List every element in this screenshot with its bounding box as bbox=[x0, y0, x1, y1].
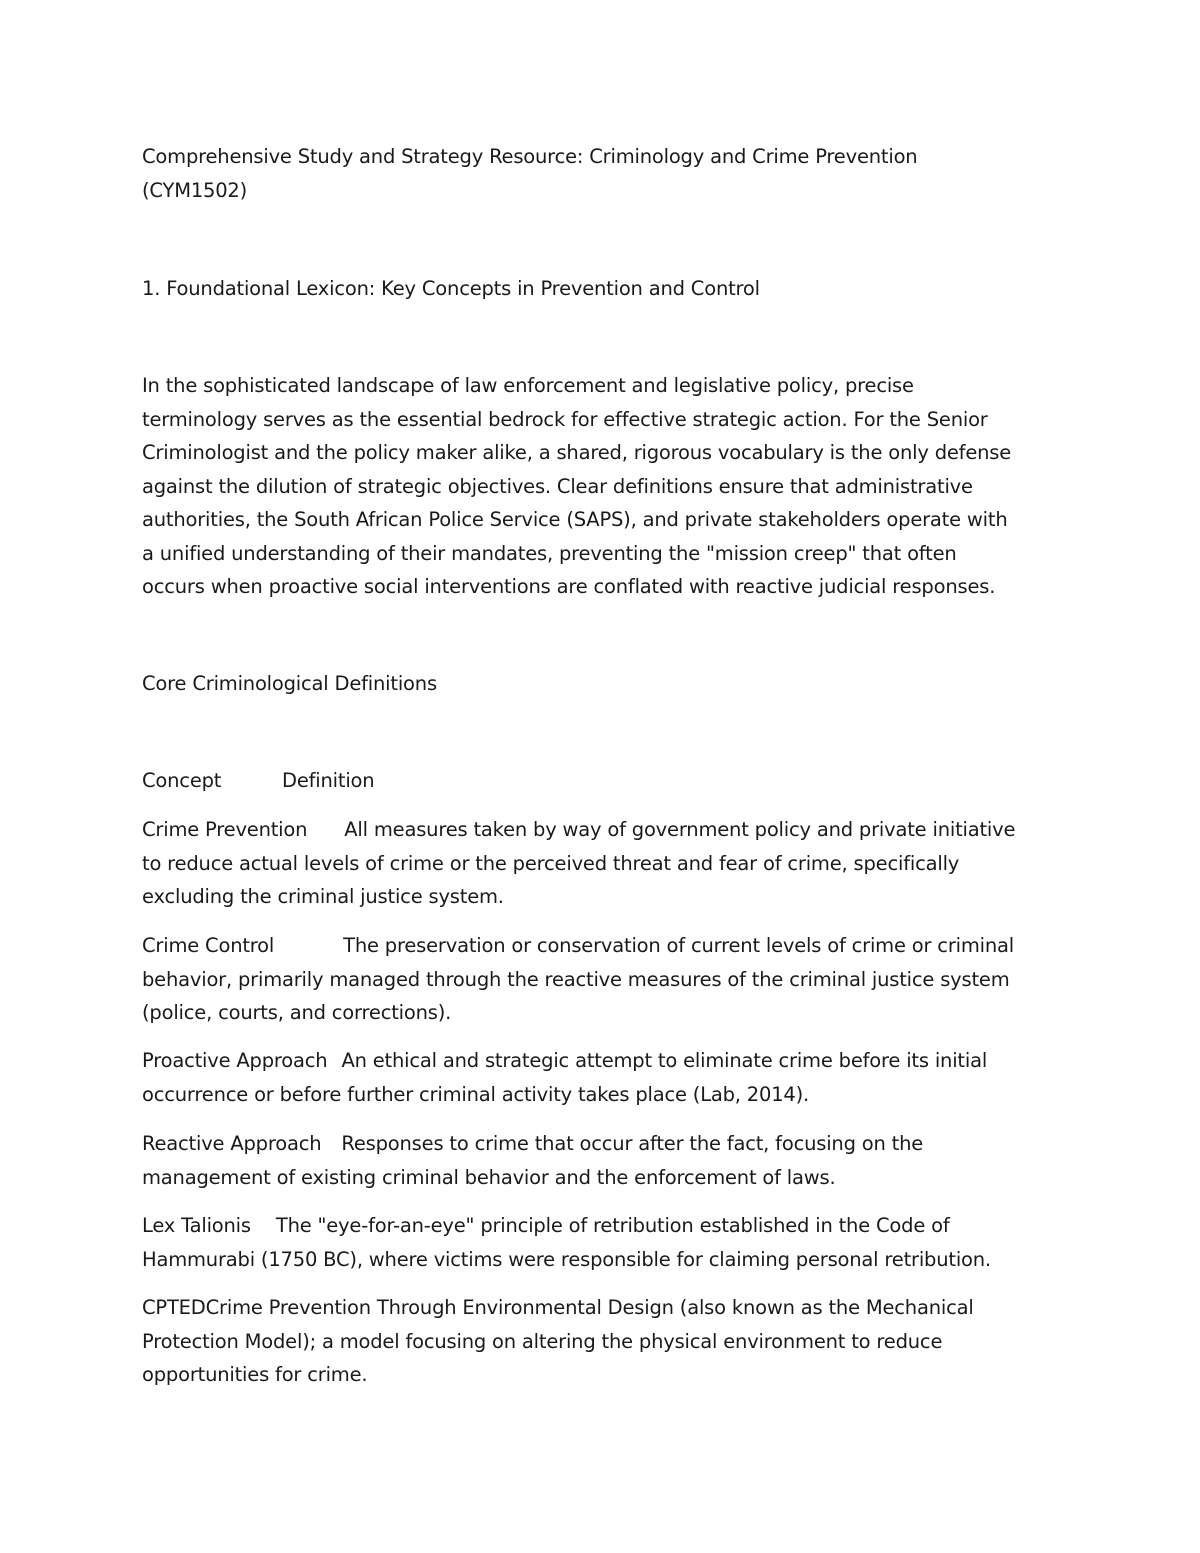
title-line-2: (CYM1502) bbox=[142, 178, 248, 202]
term-definition-line: An ethical and strategic attempt to eliminate crime before its initial bbox=[341, 1049, 988, 1072]
term-concept: Reactive Approach bbox=[142, 1132, 322, 1155]
term-concept: CPTED bbox=[142, 1296, 206, 1319]
header-definition: Definition bbox=[282, 769, 375, 792]
intro-line: against the dilution of strategic objectives. Clear definitions ensure that administrative bbox=[142, 474, 973, 498]
term-concept: Lex Talionis bbox=[142, 1214, 251, 1237]
term-definition-line: (police, courts, and corrections). bbox=[142, 1001, 452, 1024]
term-definition-line: management of existing criminal behavior and the enforcement of laws. bbox=[142, 1165, 836, 1189]
term-definition-line: Protection Model); a model focusing on altering the physical environment to reduce bbox=[142, 1329, 943, 1353]
section-heading-text: 1. Foundational Lexicon: Key Concepts in Prevention and Control bbox=[142, 277, 760, 300]
term-definition-line: Responses to crime that occur after the fact, focusing on the bbox=[341, 1132, 924, 1155]
term-entry bbox=[142, 1127, 1067, 1194]
header-concept: Concept bbox=[142, 769, 222, 792]
term-definition-line: occurrence or before further criminal activity takes place (Lab, 2014). bbox=[142, 1082, 810, 1106]
document-title bbox=[142, 140, 1067, 207]
term-entry bbox=[142, 1044, 1067, 1111]
term-definition-line: Crime Prevention Through Environmental Design (also known as the Mechanical bbox=[205, 1296, 974, 1319]
intro-line: authorities, the South African Police Service (SAPS), and private stakeholders operate with bbox=[142, 508, 1008, 531]
intro-line: terminology serves as the essential bedrock for effective strategic action. For the Senior bbox=[142, 407, 988, 431]
term-entry bbox=[142, 1291, 1067, 1392]
intro-line: a unified understanding of their mandates, preventing the "mission creep" that often bbox=[142, 541, 957, 565]
term-definition-line: The "eye-for-an-eye" principle of retribution established in the Code of bbox=[275, 1214, 950, 1237]
term-entry bbox=[142, 929, 1067, 1030]
term-concept: Crime Control bbox=[142, 934, 275, 957]
term-definition-line: Hammurabi (1750 BC), where victims were responsible for claiming personal retribution. bbox=[142, 1247, 991, 1271]
intro-line: In the sophisticated landscape of law enforcement and legislative policy, precise bbox=[142, 374, 914, 397]
sub-heading-text: Core Criminological Definitions bbox=[142, 672, 437, 695]
term-concept: Crime Prevention bbox=[142, 818, 308, 841]
title-line-1: Comprehensive Study and Strategy Resource: Criminology and Crime Prevention bbox=[142, 145, 918, 168]
term-definition-line: excluding the criminal justice system. bbox=[142, 885, 504, 908]
term-entry bbox=[142, 1209, 1067, 1276]
intro-line: occurs when proactive social interventions are conflated with reactive judicial responses. bbox=[142, 575, 996, 598]
term-definition-line: opportunities for crime. bbox=[142, 1363, 368, 1386]
section-heading bbox=[142, 272, 1067, 306]
term-definition-line: to reduce actual levels of crime or the perceived threat and fear of crime, specifically bbox=[142, 851, 960, 875]
term-definition-line: behavior, primarily managed through the reactive measures of the criminal justice system bbox=[142, 967, 1010, 991]
term-definition-line: The preservation or conservation of current levels of crime or criminal bbox=[343, 934, 1015, 957]
intro-paragraph bbox=[142, 369, 1067, 604]
term-definition-line: All measures taken by way of government policy and private initiative bbox=[344, 818, 1016, 841]
term-concept: Proactive Approach bbox=[142, 1049, 328, 1072]
term-entry bbox=[142, 813, 1067, 914]
definitions-table-header bbox=[142, 764, 1067, 798]
intro-line: Criminologist and the policy maker alike, a shared, rigorous vocabulary is the only defense bbox=[142, 441, 1012, 464]
sub-heading bbox=[142, 667, 1067, 701]
